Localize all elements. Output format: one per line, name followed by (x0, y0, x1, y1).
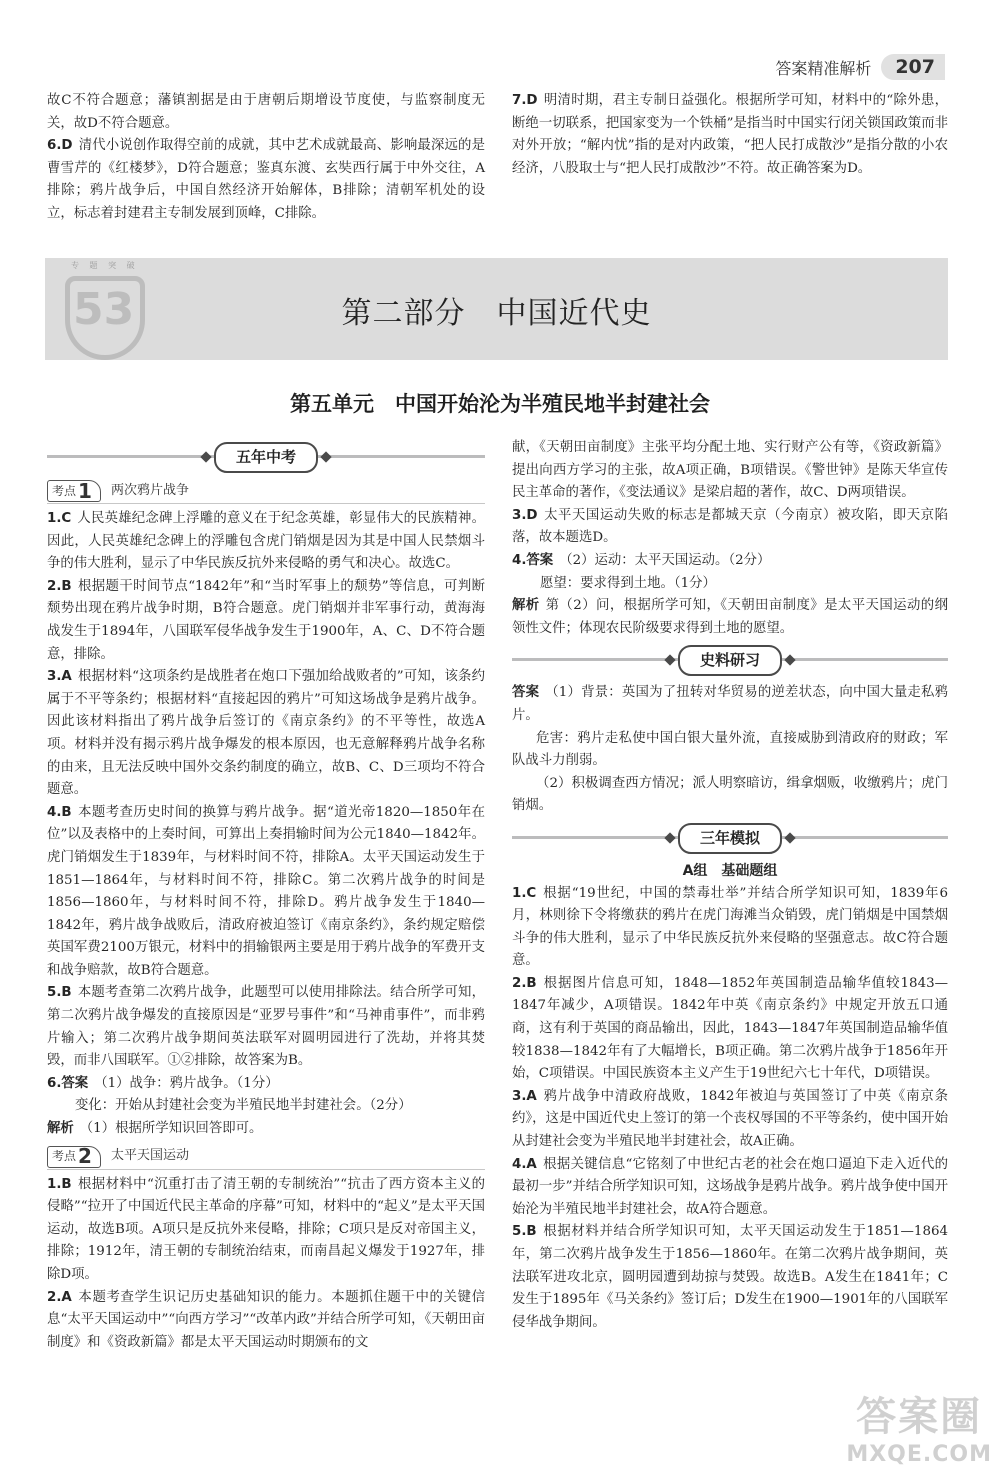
answer-label: 2.B (512, 975, 537, 991)
answer-text: （2）积极调查西方情况；派人明察暗访，缉拿烟贩，收缴鸦片；虎门销烟。 (512, 775, 948, 814)
answer-text: 根据关键信息“它铭刻了中世纪古老的社会在炮口逼迫下走入近代的最初一步”并结合所学知识可知，这场战争是鸦片战争。鸦片战争使中国开始沦为半殖民地半封建社会，故A符合题意。 (512, 1156, 948, 1217)
part-banner (45, 258, 948, 360)
answer-label: 1.C (47, 511, 72, 526)
answer-text: 危害：鸦片走私使中国白银大量外流，直接威胁到清政府的财政；军队战斗力削弱。 (512, 730, 948, 769)
answer-item (47, 1287, 485, 1355)
answer-text: 太平天国运动失败的标志是都城天京（今南京）被攻陷，即天京陷落，故本题选D。 (512, 507, 948, 546)
answer-text: 明清时期，君主专制日益强化。根据所学可知，材料中的“除外患，断绝一切联系，把国家变为一个铁桶”是指当时中国实行闭关锁国政策而非对外开放；“解内忧”指的是对内政策，“把人民打成散沙”是指分散的小农经济，八股取士与“把人民打成散沙”不符。故正确答案为D。 (512, 93, 948, 176)
analysis-item (47, 1118, 485, 1141)
kaodian-badge (47, 1146, 101, 1168)
answer-label: 4.A (512, 1156, 537, 1172)
kaodian-prefix: 考点 (52, 1149, 77, 1164)
logo-number: 53 (73, 284, 135, 335)
answer-text: 本题考查历史时间的换算与鸦片战争。据“道光帝1820—1850年在位”以及表格中的上奏时间，可算出上奏捐输时间为公元1840—1842年。虎门销烟发生于1839年，与材料时间不符，排除A。太平天国运动发生于1851—1864年，与材料时间不符，排除C。第二次鸦片战争的时间是1856—1860年，与材料时间不符，排除D。鸦片战争发生于1840—1842年，鸦片战争战败后，清政府被迫签订《南京条约》，条约规定赔偿英国军费2100万银元，材料中的捐输银两主要是用于鸦片战争的军费开支和战争赔款，故B符合题意。 (47, 804, 485, 978)
answer-label: 答案 (512, 685, 540, 701)
answer-item (512, 1221, 948, 1334)
answer-item (47, 666, 485, 802)
kaodian-number: 2 (78, 1144, 92, 1169)
answer-line (512, 728, 948, 773)
answer-item (47, 1174, 485, 1287)
answer-item (47, 1073, 485, 1096)
logo-tag: 专 题 突 破 (71, 261, 139, 270)
top-left-column (47, 90, 485, 226)
kaodian-heading-1 (47, 479, 485, 504)
paragraph (47, 90, 485, 135)
kaodian-name: 两次鸦片战争 (110, 482, 189, 498)
answer-text: 根据材料“这项条约是战胜者在炮口下强加给战败者的”可知，该条约属于不平等条约；根据材料“直接起因的鸦片”可知这场战争是鸦片战争。因此该材料指出了鸦片战争后签订的《南京条约》的不平等性，故选A项。材料并没有揭示鸦片战争爆发的根本原因，也无意解释鸦片战争名称的由来，且无法反映中国外交条约制度的确立，故B、C、D三项均不符合题意。 (47, 669, 485, 798)
answer-item (47, 576, 485, 666)
answer-item (512, 550, 948, 573)
section-title: 三年模拟 (678, 823, 782, 854)
answer-item (512, 90, 948, 180)
right-column (512, 437, 948, 1334)
answer-item (512, 1086, 948, 1154)
answer-item (47, 135, 485, 225)
paragraph-text: 献，《天朝田亩制度》主张平均分配土地、实行财产公有等，《资政新篇》提出向西方学习的主张，故A项正确，B项错误。《警世钟》是陈天华宣传民主革命的著作，《变法通议》是梁启超的著作，故C、D两项错误。 (512, 440, 948, 501)
answer-item (512, 505, 948, 550)
section-header-mock (512, 822, 948, 852)
answer-label: 1.B (47, 1176, 72, 1192)
answer-label: 3.A (47, 669, 72, 685)
answer-text: 变化：开始从封建社会变为半殖民地半封建社会。（2分） (75, 1098, 412, 1114)
answer-text: 人民英雄纪念碑上浮雕的意义在于纪念英雄，彰显伟大的民族精神。因此，人民英雄纪念碑上的浮雕包含虎门销烟是因为其是中国人民禁烟斗争的伟大胜利，显示了中华民族反抗外来侵略的勇气和决心。故选C。 (47, 511, 485, 572)
running-header (775, 52, 945, 82)
paragraph-text: 故C不符合题意；藩镇割据是由于唐朝后期增设节度使，与监察制度无关，故D不符合题意。 (47, 93, 485, 131)
answer-text: （1）背景：英国为了扭转对华贸易的逆差状态，向中国大量走私鸦片。 (512, 685, 948, 723)
answer-text: 根据题干时间节点“1842年”和“当时军事上的颓势”等信息，可判断颓势出现在鸦片战争时期，B符合题意。虎门销烟并非军事行动，黄海海战发生于1894年，八国联军侵华战争发生于1900年，A、C、D不符合题意，排除。 (47, 578, 485, 662)
answer-label: 3.A (512, 1088, 537, 1104)
kaodian-prefix: 考点 (52, 483, 77, 498)
part-title: 第二部分 中国近代史 (341, 296, 652, 331)
answer-text: 根据材料中“沉重打击了清王朝的专制统治”“抗击了西方资本主义的侵略”“拉开了中国近代民主革命的序幕”可知，材料中的“起义”是太平天国运动，故选B项。A项只是反抗外来侵略，排除；C项只是反对帝国主义，排除；1912年，清王朝的专制统治结束，而南昌起义爆发于1927年，排除D项。 (47, 1176, 485, 1282)
answer-item (512, 1154, 948, 1222)
site-watermark (846, 1385, 992, 1467)
answer-item (47, 508, 485, 576)
header-title: 答案精准解析 (775, 58, 872, 78)
answer-text: （1）战争：鸦片战争。（1分） (94, 1075, 279, 1091)
answer-item (512, 682, 948, 727)
section-title: 史料研习 (678, 645, 782, 676)
answer-label: 1.C (512, 885, 537, 901)
watermark-url: MXQE.COM (846, 1442, 992, 1467)
answer-line (47, 1095, 485, 1118)
kaodian-badge (47, 480, 101, 502)
left-column (47, 437, 485, 1354)
answer-item (47, 982, 485, 1072)
answer-text: 根据图片信息可知，1848—1852年英国制造品输华值较1843—1847年减少，A项错误。1842年中英《南京条约》中规定开放五口通商，这有利于英国的商品输出，因此，1843—1847年英国制造品输华值较1838—1842年有了大幅增长，B项正确。第二次鸦片战争于1856年开始，C项错误。中国民族资本主义产生于19世纪六七十年代，D项错误。 (512, 975, 948, 1082)
answer-label: 4.答案 (512, 552, 554, 568)
answer-label: 2.B (47, 578, 72, 594)
top-right-column (512, 90, 948, 180)
answer-text: 本题考查学生识记历史基础知识的能力。本题抓住题干中的关键信息“太平天国运动中”“向西方学习”“改革内政”并结合所学可知，《天朝田亩制度》和《资政新篇》都是太平天国运动时期颁布的文 (47, 1289, 485, 1350)
analysis-text: （1）根据所学知识回答即可。 (79, 1121, 263, 1137)
answer-text: 根据“19世纪，中国的禁毒壮举”并结合所学知识可知，1839年6月，林则徐下令将缴获的鸦片在虎门海滩当众销毁，虎门销烟是中国禁烟斗争的伟大胜利，显示了中华民族反抗外来侵略的坚强意志。故C符合题意。 (512, 885, 948, 969)
section-title: 五年中考 (214, 442, 318, 473)
answer-line (512, 573, 948, 596)
answer-label: 3.D (512, 507, 538, 523)
section-header-shiliao (512, 644, 948, 674)
answer-text: （2）运动：太平天国运动。（2分） (559, 552, 771, 568)
answer-label: 6.答案 (47, 1075, 89, 1091)
answer-label: 4.B (47, 804, 72, 820)
analysis-text: 第（2）问，根据所学可知，《天朝田亩制度》是太平天国运动的纲领性文件；体现农民阶级要求得到土地的愿望。 (512, 598, 948, 636)
group-title: A组 基础题组 (682, 862, 778, 879)
watermark-text: 答案圈 (856, 1394, 983, 1440)
kaodian-heading-2 (47, 1145, 485, 1170)
answer-text: 根据材料并结合所学知识可知，太平天国运动发生于1851—1864年，第二次鸦片战争发生于1856—1860年。在第二次鸦片战争期间，英法联军进攻北京，圆明园遭到劫掠与焚毁。故选B。A发生在1841年；C发生于1895年《马关条约》签订后；D发生在1900—1901年的八国联军侵华战争期间。 (512, 1224, 948, 1330)
analysis-label: 解析 (512, 598, 540, 614)
unit-title: 第五单元 中国开始沦为半殖民地半封建社会 (290, 392, 710, 416)
answer-text: 鸦片战争中清政府战败，1842年被迫与英国签订了中英《南京条约》，这是中国近代史上签订的第一个丧权辱国的不平等条约，使中国开始从封建社会变为半殖民地半封建社会，故A正确。 (512, 1088, 948, 1150)
answer-label: 5.B (47, 985, 72, 1001)
answer-label: 6.D (47, 138, 73, 154)
answer-line (512, 773, 948, 818)
kaodian-name: 太平天国运动 (110, 1148, 189, 1164)
analysis-item (512, 595, 948, 640)
paragraph (512, 437, 948, 505)
answer-label: 5.B (512, 1224, 537, 1240)
section-header-five-year (47, 441, 485, 471)
answer-item (512, 973, 948, 1086)
answer-item (47, 802, 485, 983)
answer-item (512, 883, 948, 973)
answer-text: 愿望：要求得到土地。（1分） (540, 575, 716, 591)
analysis-label: 解析 (47, 1121, 74, 1137)
answer-text: 本题考查第二次鸦片战争，此题型可以使用排除法。结合所学可知，第二次鸦片战争爆发的直接原因是“亚罗号事件”和“马神甫事件”，而非鸦片输入；第二次鸦片战争期间英法联军对圆明园进行了洗劫，并将其焚毁，而非八国联军。①②排除，故答案为B。 (47, 985, 485, 1069)
answer-label: 2.A (47, 1289, 72, 1305)
answer-label: 7.D (512, 93, 538, 108)
page-number: 207 (881, 54, 945, 80)
kaodian-number: 1 (78, 478, 92, 503)
answer-text: 清代小说创作取得空前的成就，其中艺术成就最高、影响最深远的是曹雪芹的《红楼梦》，D符合题意；鉴真东渡、玄奘西行属于中外交往，A排除；鸦片战争后，中国自然经济开始解体，B排除；清朝军机处的设立，标志着封建君主专制发展到顶峰，C排除。 (47, 138, 485, 221)
